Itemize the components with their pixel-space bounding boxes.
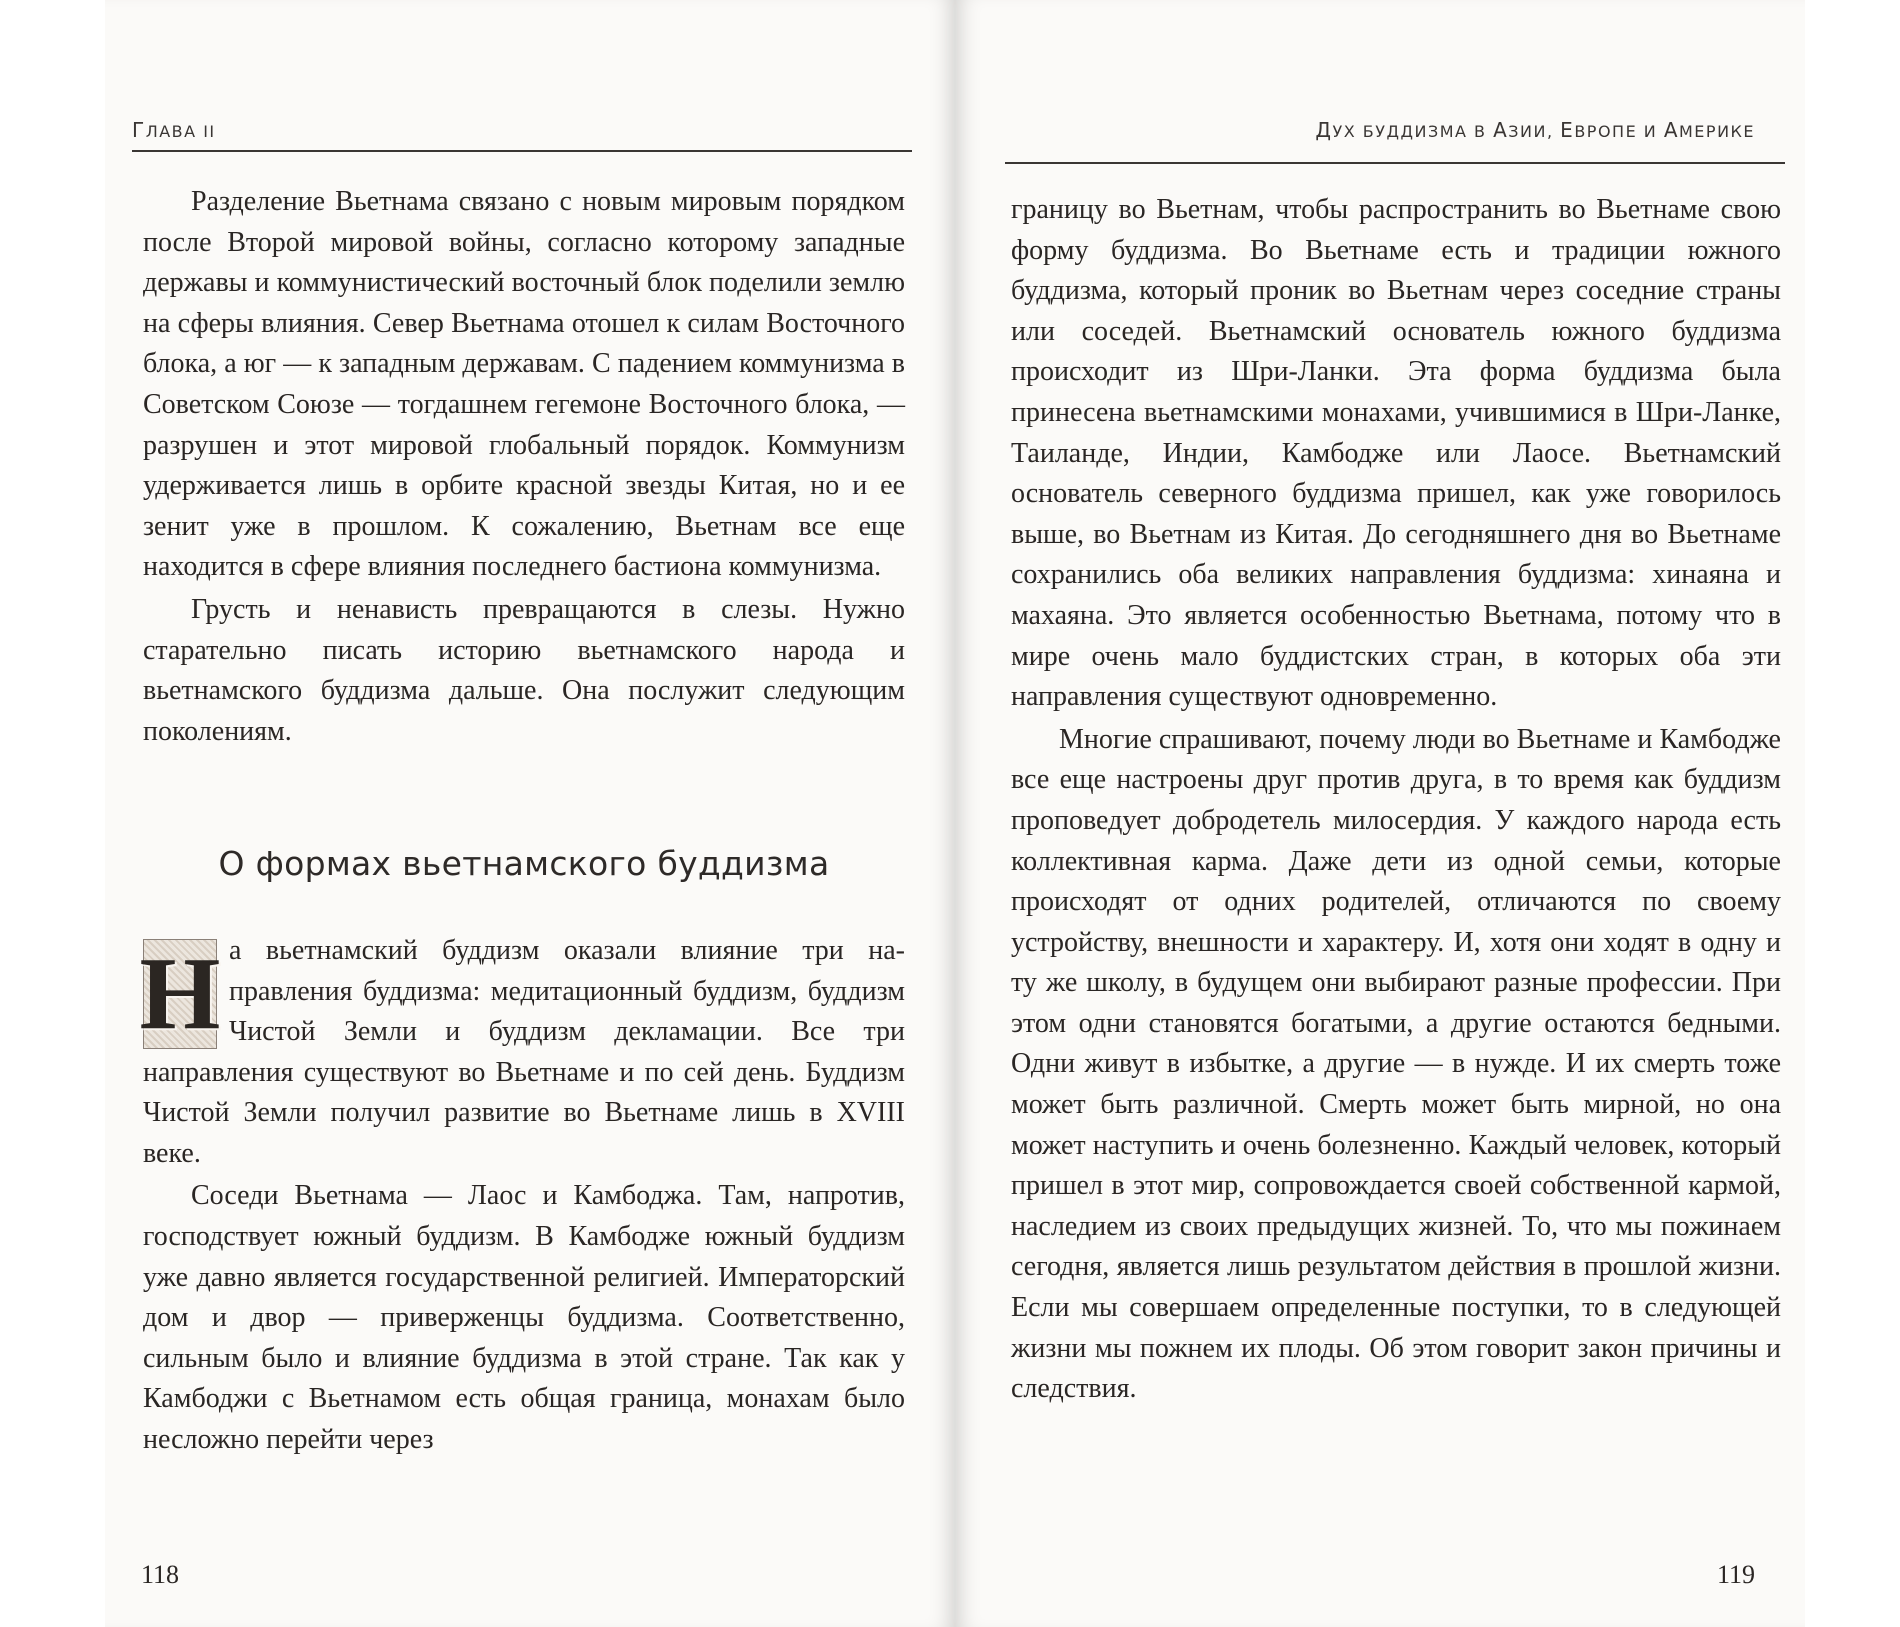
running-head-left	[132, 118, 216, 142]
left-text-column	[139, 182, 905, 1461]
right-page	[955, 0, 1805, 1627]
running-head-right-initial: Д	[1315, 118, 1333, 142]
dropcap-letter: Н	[139, 935, 221, 1051]
paragraph-with-dropcap	[139, 931, 905, 1175]
running-head-part: ВРОПЕ И	[1574, 122, 1664, 141]
running-head-part: А	[1663, 118, 1679, 142]
header-rule-right	[1005, 162, 1785, 164]
paragraph: Разделение Вьетнама связано с новым мировым порядком после Второй мировой войны, согласно которому западные державы и коммунистический восточный блок поделили землю на сферы влияния. Север Вьетнама отошел к силам Восточного блока, а юг — к западным державам. С падением коммунизма в Советском Союзе — тогдашнем гегемоне Восточного блока, — разрушен и этот мировой глобальный порядок. Коммунизм удерживается лишь в орбите красной звезды Китая, но и ее зенит уже в прошлом. К сожалению, Вьетнам все еще находится в сфере влияния последнего бастиона коммунизма.	[143, 186, 905, 583]
running-head-part: УХ БУДДИЗМА В	[1332, 122, 1494, 141]
running-head-left-initial: Г	[132, 118, 146, 142]
paragraph: Соседи Вьетнама — Лаос и Камбоджа. Там, напротив, господствует южный буддизм. В Камбодже южный буддизм уже давно является государственной религией. Императорский дом и двор — приверженцы буддизма. Соответственно, сильным было и влияние буддизма в этой стране. Так как у Камбоджи с Вьетнамом есть общая граница, монахам было несложно перейти через	[143, 1180, 905, 1456]
paragraph: границу во Вьетнам, чтобы распространить во Вьетнаме свою форму буддизма. Во Вьетнаме есть и традиции южного буддизма, который проник во Вьетнам через соседние страны или соседей. Вьетнамский основатель южного буддизма происходит из Шри-Ланки. Эта форма буддизма была принесена вьетнамскими монахами, учившимися в Шри-Ланке, Таиланде, Индии, Камбодже или Лаосе. Вьетнамский основатель северного буддизма пришел, как уже говорилось выше, во Вьетнам из Китая. До сегодняшнего дня во Вьетнаме сохранились оба великих направления буддизма: хинаяна и махаяна. Это является особенностью Вьетнама, потому что в мире очень мало буддистских стран, в которых оба эти направления существуют одновременно.	[1011, 194, 1781, 713]
running-head-right	[1315, 118, 1755, 142]
page-number-left: 118	[141, 1560, 180, 1589]
running-head-part: ЗИИ,	[1508, 122, 1561, 141]
running-head-part: А	[1493, 118, 1509, 142]
ornamental-dropcap	[139, 935, 221, 1051]
page-number-right: 119	[1716, 1560, 1755, 1589]
paragraph: Многие спрашивают, почему люди во Вьетнаме и Камбодже все еще настроены друг против друга, в то время как буддизм проповедует добродетель милосердия. У каждого народа есть коллективная карма. Даже дети из одной семьи, которые происходят от одних родителей, отличаются по своему устройству, внешности и характеру. И, хотя они ходят в одну и ту же школу, в будущем они выбирают разные профессии. При этом одни становятся богатыми, а другие остаются бедными. Одни живут в избытке, а другие — в нужде. И их смерть тоже может быть различной. Смерть может быть мирной, но она может наступить и очень болезненно. Каждый человек, который пришел в этот мир, сопровождается своей собственной кармой, наследием из своих предыдущих жизней. То, что мы пожинаем сегодня, является лишь результатом действия в прошлой жизни. Если мы совершаем определенные поступки, то в следующей жизни мы пожнем их плоды. Об этом говорит закон причины и следствия.	[1011, 723, 1781, 1405]
running-head-left-rest: ЛАВА II	[145, 122, 216, 141]
paragraph-text: а вьетнамский буддизм оказали влияние три направления буддизма: медитационный буддизм, буддизм Чистой Земли и буддизм декламации. Все три направления существуют во Вьетнаме и по сей день. Буддизм Чистой Земли получил развитие во Вьетнаме лишь в XVIII веке.	[143, 934, 905, 1169]
paragraph: Грусть и ненависть превращаются в слезы. Нужно старательно писать историю вьетнамского народа и вьетнамского буддизма дальше. Она послужит следующим поколениям.	[143, 593, 905, 747]
running-head-part: МЕРИКЕ	[1679, 122, 1755, 141]
section-title: О формах вьетнамского буддизма	[218, 844, 830, 884]
left-page	[105, 0, 955, 1627]
right-text-column	[1011, 190, 1781, 1410]
header-rule-left	[132, 150, 912, 152]
running-head-part: Е	[1560, 118, 1575, 142]
